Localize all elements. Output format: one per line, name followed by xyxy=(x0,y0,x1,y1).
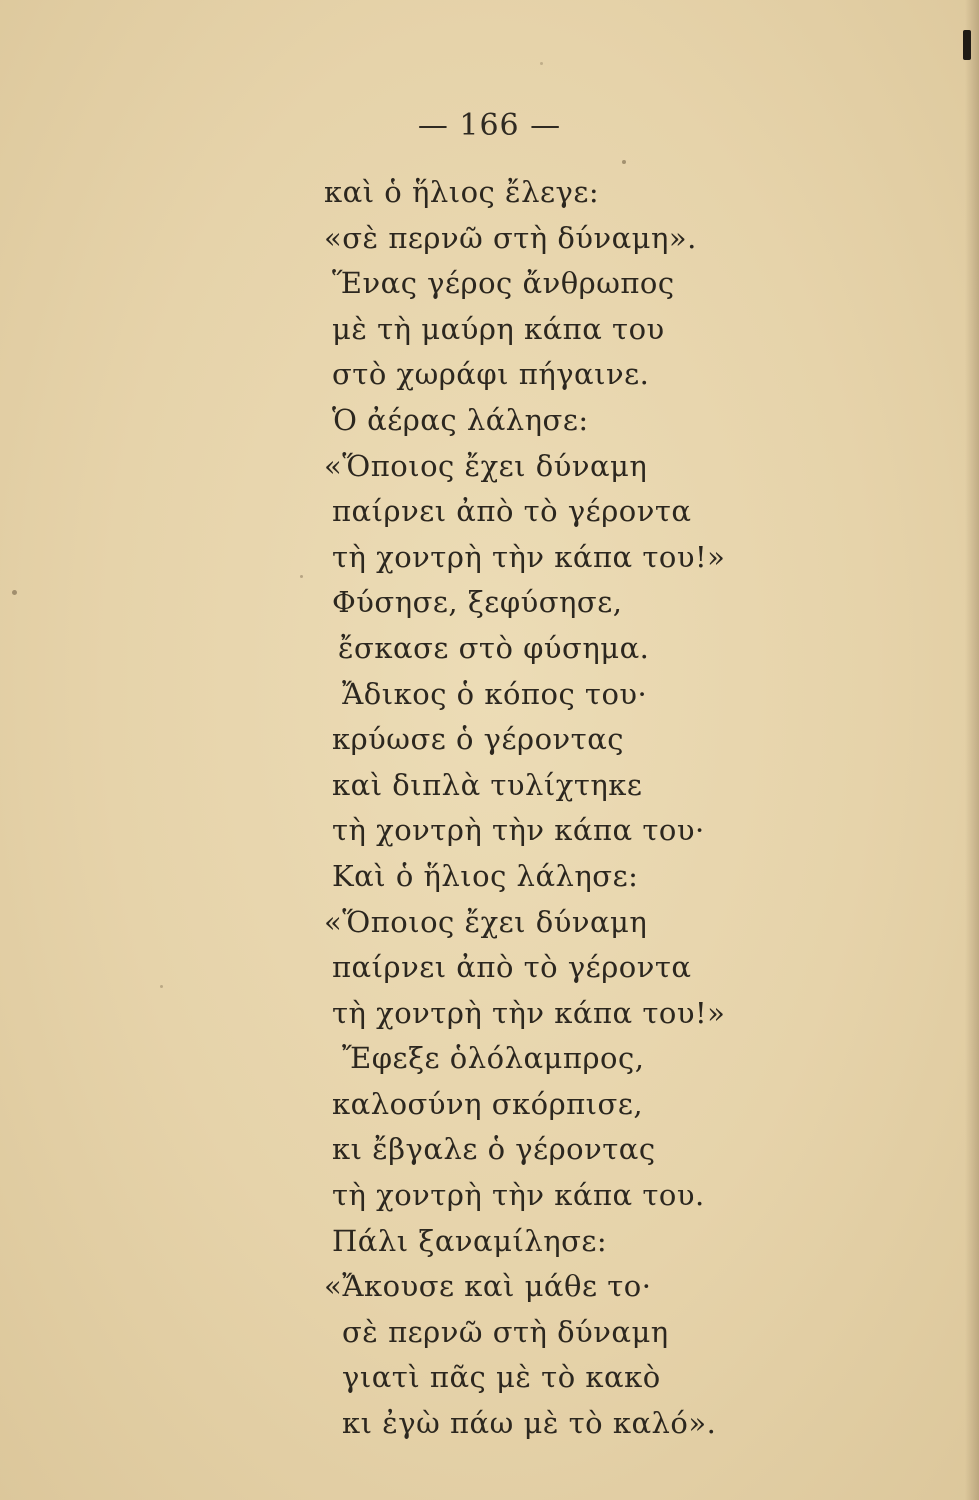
page-number: — 166 — xyxy=(417,108,562,143)
paper-speck xyxy=(540,62,543,65)
poem-line-14: καὶ διπλὰ τυλίχτηκε xyxy=(332,767,643,802)
poem-line-2: «σὲ περνῶ στὴ δύναμη». xyxy=(324,220,697,255)
poem-line-15: τὴ χοντρὴ τὴν κάπα του· xyxy=(332,813,705,848)
poem-line-28: κι ἐγὼ πάω μὲ τὸ καλό». xyxy=(342,1406,717,1441)
poem-line-8: παίρνει ἀπὸ τὸ γέροντα xyxy=(332,494,692,529)
poem-text xyxy=(324,170,884,1447)
poem-line-25: «Ἄκουσε καὶ μάθε το· xyxy=(324,1269,652,1304)
poem-line-13: κρύωσε ὁ γέροντας xyxy=(332,722,625,757)
poem-line-9: τὴ χοντρὴ τὴν κάπα του!» xyxy=(332,539,726,574)
poem-line-24: Πάλι ξαναμίλησε: xyxy=(332,1223,608,1258)
poem-line-7: «Ὅποιος ἔχει δύναμη xyxy=(324,448,648,483)
paper-speck xyxy=(622,160,626,164)
poem-line-23: τὴ χοντρὴ τὴν κάπα του. xyxy=(332,1178,705,1213)
page-edge-shadow xyxy=(965,0,979,1500)
poem-line-1: καὶ ὁ ἥλιος ἔλεγε: xyxy=(324,175,600,209)
poem-line-21: καλοσύνη σκόρπισε, xyxy=(332,1086,644,1121)
poem-line-20: Ἔφεξε ὁλόλαμπρος, xyxy=(342,1041,645,1076)
poem-line-19: τὴ χοντρὴ τὴν κάπα του!» xyxy=(332,995,726,1030)
poem-line-6: Ὁ ἀέρας λάλησε: xyxy=(332,402,589,437)
poem-line-16: Καὶ ὁ ἥλιος λάλησε: xyxy=(332,858,639,893)
poem-line-18: παίρνει ἀπὸ τὸ γέροντα xyxy=(332,950,692,985)
poem-line-4: μὲ τὴ μαύρη κάπα του xyxy=(332,311,665,346)
poem-line-27: γιατὶ πᾶς μὲ τὸ κακὸ xyxy=(342,1360,661,1395)
poem-line-26: σὲ περνῶ στὴ δύναμη xyxy=(342,1314,669,1349)
paper-speck xyxy=(300,575,303,578)
scan-mark xyxy=(963,30,971,60)
poem-line-22: κι ἔβγαλε ὁ γέροντας xyxy=(332,1132,656,1167)
poem-line-5: στὸ χωράφι πήγαινε. xyxy=(332,357,650,392)
poem-line-17: «Ὅποιος ἔχει δύναμη xyxy=(324,904,648,939)
poem-line-3: Ἕνας γέρος ἄνθρωπος xyxy=(332,266,675,301)
poem-line-10: Φύσησε, ξεφύσησε, xyxy=(332,585,623,620)
paper-speck xyxy=(12,590,17,595)
poem-line-12: Ἄδικος ὁ κόπος του· xyxy=(342,676,648,711)
poem-line-11: ἔσκασε στὸ φύσημα. xyxy=(338,630,650,665)
paper-speck xyxy=(160,985,163,988)
